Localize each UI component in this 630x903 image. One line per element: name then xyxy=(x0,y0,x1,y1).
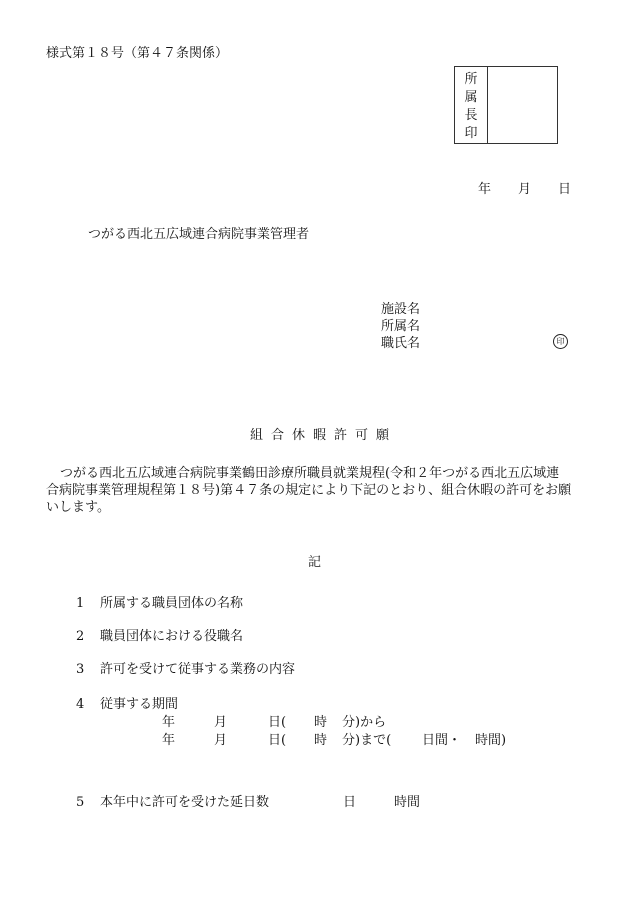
name-label: 職氏名 xyxy=(381,336,421,351)
item-text: 許可を受けて従事する業務の内容 xyxy=(100,662,296,677)
body-line: いします。 xyxy=(46,500,110,515)
seal-box-char: 所 xyxy=(464,72,478,87)
seal-box-char: 長 xyxy=(464,108,478,123)
total-days-unit: 日 xyxy=(343,795,357,810)
total-hours-unit: 時間 xyxy=(394,795,421,810)
item-number: 4 xyxy=(76,697,85,712)
period-from-year: 年 xyxy=(162,715,176,730)
period-to-month: 月 xyxy=(214,733,228,748)
document-title: 組合休暇許可願 xyxy=(250,428,398,443)
item-number: 1 xyxy=(76,596,85,611)
period-to-days: 日間・ xyxy=(422,733,462,748)
addressee: つがる西北五広域連合病院事業管理者 xyxy=(88,227,310,242)
seal-box-divider xyxy=(487,67,488,143)
period-to-day: 日( xyxy=(268,733,287,748)
item-text: 職員団体における役職名 xyxy=(100,629,244,644)
body-line: 合病院事業管理規程第１８号)第４７条の規定により下記のとおり、組合休暇の許可をお願 xyxy=(46,483,572,498)
period-from-day: 日( xyxy=(268,715,287,730)
item-text: 従事する期間 xyxy=(100,697,179,712)
facility-label: 施設名 xyxy=(381,302,421,317)
period-from-month: 月 xyxy=(214,715,228,730)
body-line: つがる西北五広域連合病院事業鶴田診療所職員就業規程(令和２年つがる西北五広域連 xyxy=(60,466,560,481)
seal-box-char: 印 xyxy=(464,126,478,141)
date-day: 日 xyxy=(558,182,572,197)
item-text: 所属する職員団体の名称 xyxy=(100,596,244,611)
form-number: 様式第１８号（第４７条関係） xyxy=(46,46,229,61)
item-number: 2 xyxy=(76,629,85,644)
note-heading: 記 xyxy=(308,555,322,570)
item-number: 3 xyxy=(76,662,85,677)
date-year: 年 xyxy=(478,182,492,197)
period-from-hour: 時 xyxy=(314,715,328,730)
seal-box-label xyxy=(455,71,487,143)
date-month: 月 xyxy=(518,182,532,197)
department-label: 所属名 xyxy=(381,319,421,334)
period-to-hours: 時間) xyxy=(475,733,507,748)
period-to-hour: 時 xyxy=(314,733,328,748)
seal-box-char: 属 xyxy=(464,90,478,105)
stamp-mark: 印 xyxy=(553,334,568,349)
period-from-minute: 分)から xyxy=(342,715,387,730)
period-to-minute: 分)まで( xyxy=(342,733,392,748)
item-text: 本年中に許可を受けた延日数 xyxy=(100,795,270,810)
period-to-year: 年 xyxy=(162,733,176,748)
item-number: 5 xyxy=(76,795,85,810)
seal-box xyxy=(454,66,558,144)
